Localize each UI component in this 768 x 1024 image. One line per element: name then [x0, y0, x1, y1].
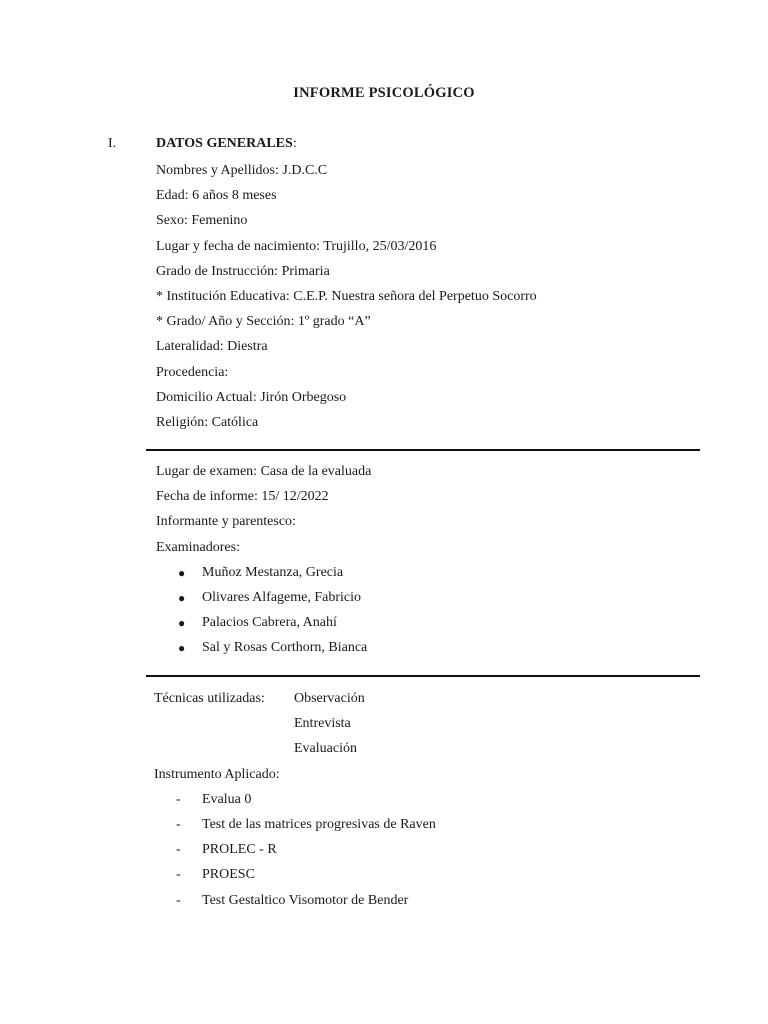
- dash-bullet: -: [176, 892, 181, 908]
- techniques-row: [154, 689, 714, 714]
- technique-item: Evaluación: [294, 741, 357, 757]
- instrument-item: PROLEC - R: [202, 842, 277, 858]
- dash-bullet: -: [176, 816, 181, 832]
- field-grade-section: * Grado/ Año y Sección: 1º grado “A”: [156, 314, 371, 330]
- general-data-list: [156, 161, 716, 438]
- field-examiners-label: Examinadores:: [156, 539, 240, 555]
- techniques-spacer: [154, 739, 294, 764]
- bullet-icon: ●: [178, 616, 186, 631]
- technique-item: Entrevista: [294, 716, 351, 732]
- field-report-date: Fecha de informe: 15/ 12/2022: [156, 489, 329, 505]
- bullet-icon: ●: [178, 590, 186, 605]
- examiner-name: Palacios Cabrera, Anahí: [202, 615, 337, 631]
- exam-data-list: [156, 462, 716, 664]
- field-school: * Institución Educativa: C.E.P. Nuestra señora del Perpetuo Socorro: [156, 288, 537, 304]
- document-title: INFORME PSICOLÓGICO: [293, 85, 475, 101]
- divider-rule: [146, 449, 700, 451]
- techniques-label: Técnicas utilizadas:: [154, 691, 265, 706]
- field-names: Nombres y Apellidos: J.D.C.C: [156, 163, 328, 178]
- examiners-list: [178, 563, 716, 664]
- section-heading: [156, 136, 297, 152]
- field-sex: Sexo: Femenino: [156, 213, 248, 229]
- dash-bullet: -: [176, 791, 181, 807]
- section-heading-colon: :: [292, 136, 297, 151]
- list-item: [176, 840, 714, 865]
- technique-item: Observación: [294, 691, 365, 706]
- list-item: [178, 638, 716, 663]
- list-item: [176, 790, 714, 815]
- techniques-spacer: [154, 714, 294, 739]
- bullet-icon: ●: [178, 641, 186, 656]
- field-origin: Procedencia:: [156, 364, 229, 380]
- field-address: Domicilio Actual: Jirón Orbegoso: [156, 389, 347, 405]
- examiner-name: Olivares Alfageme, Fabricio: [202, 589, 362, 605]
- field-birth: Lugar y fecha de nacimiento: Trujillo, 25/03/2016: [156, 238, 437, 254]
- instrument-label: Instrumento Aplicado:: [154, 766, 280, 782]
- instrument-item: Evalua 0: [202, 791, 252, 807]
- list-item: [178, 613, 716, 638]
- section-numeral: I.: [108, 136, 117, 151]
- bullet-icon: ●: [178, 565, 186, 580]
- instrument-item: Test Gestaltico Visomotor de Bender: [202, 892, 409, 908]
- field-age: Edad: 6 años 8 meses: [156, 188, 277, 204]
- examiner-name: Sal y Rosas Corthorn, Bianca: [202, 640, 368, 656]
- field-laterality: Lateralidad: Diestra: [156, 339, 268, 355]
- techniques-row: [154, 714, 714, 739]
- dash-bullet: -: [176, 867, 181, 883]
- techniques-row: [154, 739, 714, 764]
- list-item: [176, 865, 714, 890]
- field-grade-level: Grado de Instrucción: Primaria: [156, 263, 330, 279]
- section-heading-text: DATOS GENERALES: [156, 136, 293, 151]
- instrument-item: Test de las matrices progresivas de Raven: [202, 816, 436, 832]
- techniques-block: [154, 689, 714, 916]
- list-item: [176, 815, 714, 840]
- list-item: [176, 891, 714, 916]
- field-religion: Religión: Católica: [156, 414, 259, 430]
- instrument-item: PROESC: [202, 867, 255, 883]
- divider-rule: [146, 675, 700, 677]
- field-exam-place: Lugar de examen: Casa de la evaluada: [156, 464, 372, 479]
- list-item: [178, 588, 716, 613]
- list-item: [178, 563, 716, 588]
- field-informant: Informante y parentesco:: [156, 514, 296, 530]
- examiner-name: Muñoz Mestanza, Grecia: [202, 564, 344, 580]
- dash-bullet: -: [176, 842, 181, 858]
